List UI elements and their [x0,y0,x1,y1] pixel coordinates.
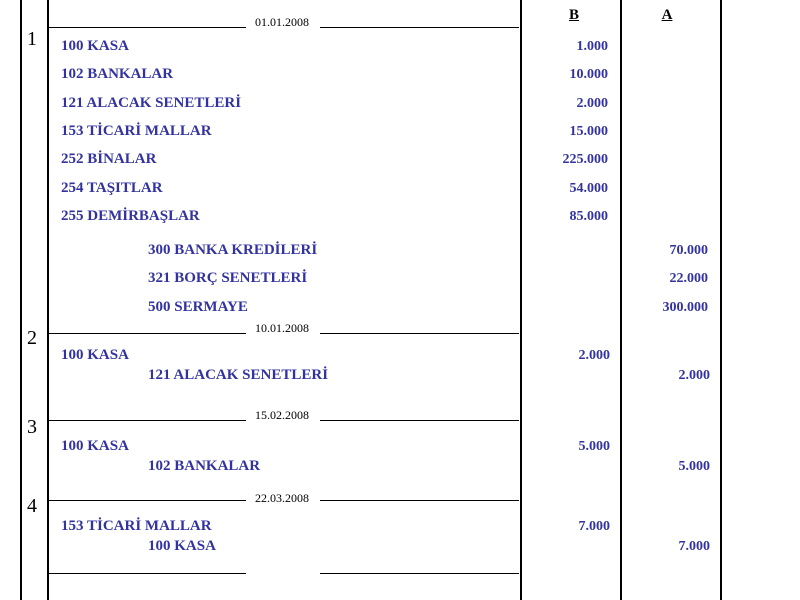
credit-amount: 70.000 [669,243,708,258]
ledger-border-debit [520,0,522,600]
credit-account: 500 SERMAYE [148,299,248,315]
entry-number: 4 [27,495,37,517]
entry-date: 15.02.2008 [255,408,309,422]
debit-account: 153 TİCARİ MALLAR [61,123,212,139]
ledger-border-left [20,0,22,600]
entry-number: 3 [27,416,37,438]
credit-account: 100 KASA [148,538,216,554]
debit-amount: 2.000 [578,348,610,363]
entry-separator [320,500,519,501]
debit-column-header: B [568,7,579,23]
credit-amount: 7.000 [678,539,710,554]
entry-date: 01.01.2008 [255,15,309,29]
credit-account: 321 BORÇ SENETLERİ [148,270,308,286]
credit-amount: 300.000 [662,300,708,315]
entry-separator [48,27,246,28]
ledger-border-entry-number [47,0,49,600]
entry-number: 2 [27,327,37,349]
debit-amount: 1.000 [576,39,608,54]
debit-amount: 5.000 [578,439,610,454]
debit-amount: 15.000 [569,124,608,139]
entry-separator [48,500,246,501]
entry-date: 22.03.2008 [255,491,309,505]
debit-account: 102 BANKALAR [61,66,174,82]
entry-separator [48,573,246,574]
debit-amount: 2.000 [576,96,608,111]
debit-amount: 225.000 [562,152,608,167]
debit-amount: 7.000 [578,519,610,534]
debit-account: 153 TİCARİ MALLAR [61,518,212,534]
credit-account: 102 BANKALAR [148,458,261,474]
debit-account: 100 KASA [61,38,129,54]
credit-amount: 22.000 [669,271,708,286]
debit-account: 255 DEMİRBAŞLAR [61,208,200,224]
credit-account: 300 BANKA KREDİLERİ [148,242,318,258]
entry-date: 10.01.2008 [255,321,309,335]
debit-amount: 54.000 [569,181,608,196]
debit-account: 121 ALACAK SENETLERİ [61,95,242,111]
debit-amount: 85.000 [569,209,608,224]
entry-separator [48,333,246,334]
entry-separator [320,27,519,28]
debit-account: 100 KASA [61,438,129,454]
debit-account: 252 BİNALAR [61,151,157,167]
debit-account: 254 TAŞITLAR [61,180,163,196]
credit-account: 121 ALACAK SENETLERİ [148,367,329,383]
ledger-border-right [720,0,722,600]
credit-column-header: A [661,7,673,23]
entry-separator [320,573,519,574]
debit-amount: 10.000 [569,67,608,82]
credit-amount: 5.000 [678,459,710,474]
entry-separator [320,420,519,421]
entry-separator [320,333,519,334]
entry-separator [48,420,246,421]
credit-amount: 2.000 [678,368,710,383]
entry-number: 1 [27,28,37,50]
debit-account: 100 KASA [61,347,129,363]
